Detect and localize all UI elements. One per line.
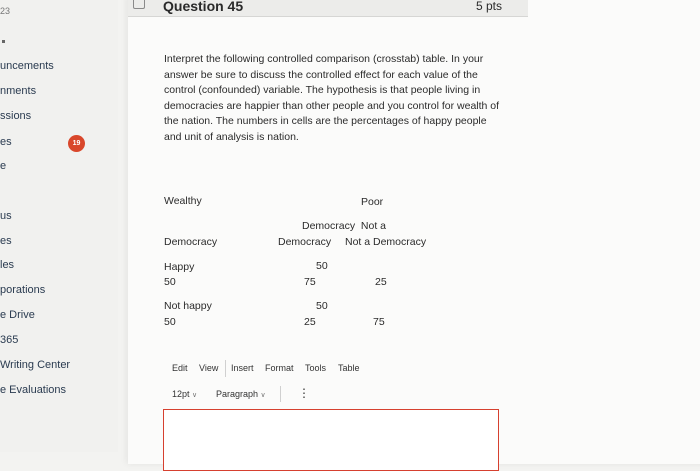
crosstab-not-democracy-col: Not a Democracy (345, 236, 427, 248)
menu-insert[interactable]: Insert (231, 363, 254, 373)
sidebar-item-google-drive[interactable]: e Drive (0, 309, 35, 321)
crosstab-not-happy-value: 50 (164, 316, 176, 328)
menu-format[interactable]: Format (265, 363, 294, 373)
question-points: 5 pts (476, 0, 503, 13)
crosstab-not-happy-cell-a: 50 (316, 300, 328, 312)
crosstab-not-happy-cell-c: 75 (373, 316, 385, 328)
crosstab-not-happy-cell-b: 25 (304, 316, 316, 328)
crosstab-happy-cell-b: 75 (304, 276, 316, 288)
crosstab-democracy-label: Democracy (164, 236, 218, 248)
crosstab-poor-label: Poor (361, 196, 384, 208)
menu-separator (225, 360, 226, 377)
sidebar-item-modules[interactable]: les (0, 259, 15, 271)
block-format-select[interactable] (216, 389, 266, 399)
chevron-down-icon: ∨ (260, 392, 266, 399)
sidebar-item-people[interactable]: e (0, 160, 7, 172)
crosstab-wealthy-label: Wealthy (164, 195, 202, 207)
crosstab-happy-label: Happy (164, 261, 195, 273)
crosstab-democracy-col: Democracy (278, 236, 332, 248)
crosstab-header-line1: Democracy Not a (302, 220, 387, 232)
chevron-down-icon: ∨ (192, 392, 198, 399)
course-sidebar (0, 0, 118, 452)
block-format-value: Paragraph (216, 389, 259, 399)
crosstab-happy-value: 50 (164, 276, 176, 288)
sidebar-item-discussions[interactable]: ssions (0, 110, 32, 122)
sidebar-mark (2, 40, 5, 43)
sidebar-item-quizzes[interactable]: es (0, 235, 12, 247)
menu-tools[interactable]: Tools (305, 363, 327, 373)
sidebar-item-grades[interactable]: es (0, 136, 12, 148)
sidebar-item-syllabus[interactable]: us (0, 210, 12, 222)
sidebar-item-announcements[interactable]: uncements (0, 60, 54, 72)
more-options-icon[interactable]: ⋮ (298, 386, 310, 400)
sidebar-item-collaborations[interactable]: porations (0, 284, 46, 296)
answer-editor[interactable] (163, 409, 499, 471)
menu-table[interactable]: Table (338, 363, 360, 373)
sidebar-top-fragment: 23 (0, 6, 11, 16)
question-title: Question 45 (163, 0, 244, 14)
font-size-value: 12pt (172, 389, 190, 399)
crosstab-happy-cell-c: 25 (375, 276, 387, 288)
question-text: Interpret the following controlled comparison (crosstab) table. In your answer be sure to discuss the controlled effect for each value of the control (confounded) variable. The hypothesis is that people living in democracies are happier than other people and you control for wealth of the nation. The numbers in cells are the percentages of happy people and unit of analysis is nation. (164, 53, 500, 143)
unread-count-badge: 19 (68, 135, 85, 152)
sidebar-item-assignments[interactable]: nments (0, 85, 37, 97)
bookmark-flag-icon[interactable] (133, 0, 145, 9)
font-size-select[interactable] (172, 389, 197, 399)
sidebar-item-office-365[interactable]: 365 (0, 334, 19, 346)
menu-view[interactable]: View (199, 363, 219, 373)
menu-edit[interactable]: Edit (172, 363, 188, 373)
toolbar-separator (280, 386, 281, 402)
sidebar-item-writing-center[interactable]: Writing Center (0, 359, 71, 371)
sidebar-item-course-evaluations[interactable]: e Evaluations (0, 384, 67, 396)
crosstab-happy-cell-a: 50 (316, 260, 328, 272)
crosstab-not-happy-label: Not happy (164, 300, 212, 312)
